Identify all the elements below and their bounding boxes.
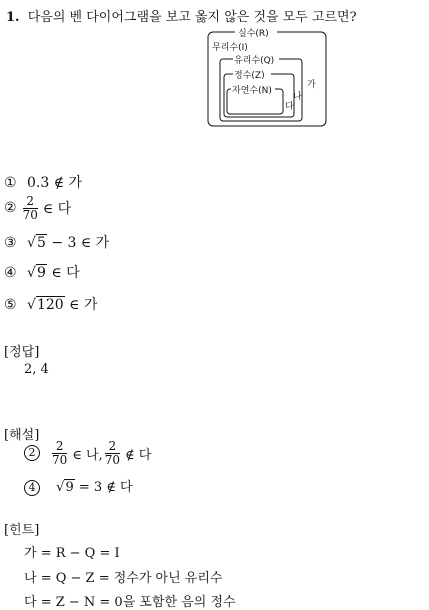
venn-irrational-label: 무리수(I) [212, 43, 248, 53]
choice-3[interactable] [4, 232, 109, 252]
explanation-item-2-post: = 3 ∉ 다 [78, 480, 133, 495]
venn-da-label: 다 [285, 102, 294, 112]
choice-4-text: ∈ 다 [51, 265, 80, 281]
choice-5[interactable] [4, 294, 97, 314]
explanation-item-2-radicand: 9 [65, 480, 74, 495]
venn-na-label: 나 [293, 92, 302, 102]
answer-value: 2, 4 [24, 362, 49, 377]
explanation-item-2-mark: 4 [24, 480, 40, 496]
sqrt-sign: √ [27, 235, 36, 251]
choice-2-numerator: 2 [23, 195, 38, 209]
explanation-item-1-num-2: 2 [105, 440, 120, 454]
choice-1[interactable] [4, 172, 82, 192]
explanation-item-1-mark: 2 [24, 445, 40, 461]
hint-heading: [힌트] [4, 523, 40, 538]
sqrt-sign: √ [56, 480, 65, 495]
explanation-item-1-fraction-1 [52, 440, 67, 466]
explanation-item-1-fraction-2 [105, 440, 120, 466]
choice-2-text: ∈ 다 [42, 201, 72, 218]
question-number: 1. [6, 10, 20, 25]
choice-1-text: 0.3 ∉ 가 [27, 175, 83, 191]
sqrt-sign: √ [27, 297, 36, 313]
choice-2-denominator: 70 [22, 207, 38, 222]
venn-natural-label: 자연수(N) [232, 86, 272, 96]
explanation-item-1-den-1: 70 [52, 452, 68, 467]
venn-diagram [205, 26, 330, 130]
venn-rational-label: 유리수(Q) [234, 56, 275, 66]
question [6, 6, 357, 25]
choice-4[interactable] [4, 262, 80, 282]
choice-3-text: − 3 ∈ 가 [51, 235, 110, 251]
explanation-item-2 [24, 476, 133, 496]
venn-integer-label: 정수(Z) [234, 71, 265, 81]
choice-2[interactable] [4, 195, 71, 221]
choice-1-mark: ① [4, 175, 17, 191]
explanation-item-1 [24, 440, 151, 466]
venn-real-label: 실수(R) [238, 29, 269, 39]
question-text: 다음의 벤 다이어그램을 보고 옳지 않은 것을 모두 고르면? [27, 10, 357, 25]
explanation-heading: [해설] [4, 428, 40, 443]
choice-2-mark: ② [4, 200, 17, 217]
hint-line-3: 다 = Z − N = 0을 포함한 음의 정수 [24, 595, 236, 610]
choice-2-fraction [23, 195, 38, 221]
choice-4-radicand: 9 [36, 265, 46, 281]
answer-heading: [정답] [4, 345, 40, 360]
choice-5-mark: ⑤ [4, 297, 17, 313]
explanation-item-1-mid: ∈ 나, [72, 447, 103, 463]
choice-5-text: ∈ 가 [69, 297, 98, 313]
choice-4-mark: ④ [4, 265, 17, 281]
choice-3-mark: ③ [4, 235, 17, 251]
explanation-item-1-den-2: 70 [104, 452, 121, 467]
choice-5-radicand: 120 [36, 297, 64, 313]
sqrt-sign: √ [27, 265, 36, 281]
explanation-item-1-num-1: 2 [52, 440, 67, 454]
hint-line-1: 가 = R − Q = I [24, 546, 120, 561]
explanation-item-1-post: ∉ 다 [125, 447, 152, 463]
venn-ga-label: 가 [307, 80, 316, 90]
hint-line-2: 나 = Q − Z = 정수가 아닌 유리수 [24, 571, 223, 586]
choice-3-radicand: 5 [36, 235, 46, 251]
